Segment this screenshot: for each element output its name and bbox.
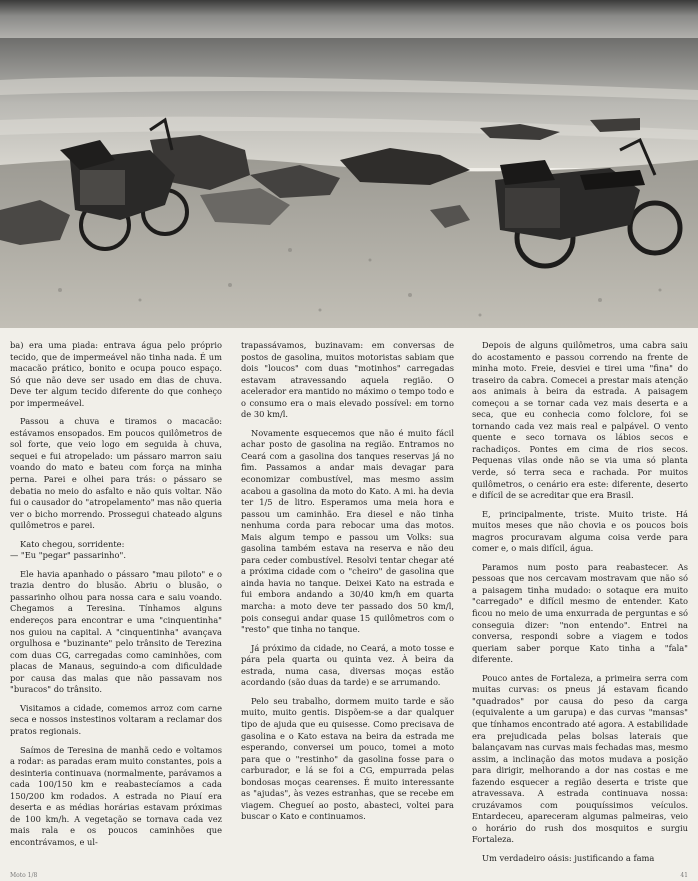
paragraph: trapassávamos, buzinavam: em conversas de postos de gasolina, muitos motoristas sabiam que dois "loucos" com duas "motinhos" carregadas estavam atravessando aquela região. O acelerador era mantido no máximo o tempo todo e o consumo era o mais elevado possível: em torno de 30 km/l. bbox=[241, 340, 454, 420]
text-column-2 bbox=[241, 340, 454, 870]
page-number: 41 bbox=[680, 872, 688, 879]
paragraph: Pouco antes de Fortaleza, a primeira serra com muitas curvas: os pneus já estavam ficando "quadrados" por causa do peso da carga (equivalente a um garupa) e das curvas "mansas" que tínhamos encontrado até agora. A estabilidade era prejudicada pelas bolsas laterais que balançavam nas curvas mais fechadas mas, mesmo assim, a inclinação das motos mudava a posição para dirigir, melhorando a dor nas costas e me fazendo esquecer a região deserta e triste que atravessava. A estrada continuava nossa: cruzávamos com pouquíssimos veículos. Entardeceu, apareceram algumas palmeiras, veio o horário do rush dos mosquitos e surgiu Fortaleza. bbox=[472, 672, 688, 845]
page-footer-left: Moto 1/8 bbox=[10, 872, 38, 879]
paragraph: Visitamos a cidade, comemos arroz com carne seca e nossos instestinos voltaram a reclamar dos pratos regionais. bbox=[10, 702, 222, 736]
text-column-3 bbox=[472, 340, 688, 870]
paragraph: Novamente esquecemos que não é muito fácil achar posto de gasolina na região. Entramos no Ceará com a gasolina dos tanques reservas já no fim. Passamos a andar mais devagar para economizar combustível, mas mesmo assim acabou a gasolina da moto do Kato. A mi. ha devia ter 1/5 de litro. Esperamos uma meia hora e passou um caminhão. Era diesel e não tinha nenhuma corda para rebocar uma das motos. Mais algum tempo e passou um Volks: sua gasolina também estava na reserva e não deu para ceder combustível. Resolvi tentar chegar até a próxima cidade com o "cheiro" de gasolina que ainda havia no tanque. Deixei Kato na estrada e fui embora andando a 30/40 km/h em quarta marcha: a moto deve ter passado dos 50 km/l, pois consegui andar quase 15 quilômetros com o "resto" que tinha no tanque. bbox=[241, 427, 454, 635]
text-column-1 bbox=[10, 340, 222, 870]
photo-beach-motorcycles bbox=[0, 0, 698, 328]
paragraph: Paramos num posto para reabastecer. As pessoas que nos cercavam mostravam que não só a paisagem tinha mudado: o sotaque era muito "carregado" e difícil mesmo de entender. Kato ficou no meio de uma enxurrada de perguntas e só conseguia dizer: "non entendo". Entrei na conversa, respondi sobre a viagem e todos queriam saber porque Kato tinha a "fala" diferente. bbox=[472, 561, 688, 665]
paragraph: Saímos de Teresina de manhã cedo e voltamos a rodar: as paradas eram muito constantes, pois a desinteria continuava (normalmente, parávamos a cada 100/150 km e reabastecíamos a cada 150/200 km rodados. A estrada no Piauí era deserta e as médias horárias estavam próximas de 100 km/h. A vegetação se tornava cada vez mais rala e os poucos caminhões que encontrávamos, e ul- bbox=[10, 744, 222, 847]
paragraph: Um verdadeiro oásis: justificando a fama bbox=[482, 852, 655, 863]
paragraph: ba) era uma piada: entrava água pelo próprio tecido, que de impermeável não tinha nada. É um macacão prático, bonito e ocupa pouco espaço. Só que não deve ser usado em dias de chuva. Deve ter algum tecido diferente do que conheço por impermeável. bbox=[10, 340, 222, 408]
paragraph: Ele havia apanhado o pássaro "mau piloto" e o trazia dentro do blusão. Abriu o blusão, o passarinho olhou para nossa cara e saiu voando. Chegamos a Teresina. Tínhamos alguns endereços para encontrar e uma "cinquentinha" nos guiou na capital. A "cinquentinha" avançava orgulhosa e "buzinante" pelo trânsito de Terezina com duas CG, carregadas como caminhões, com placas de Manaus, seguindo-a com dificuldade por causa das malas que não passavam nos "buracos" do trânsito. bbox=[10, 568, 222, 695]
paragraph: Kato chegou, sorridente: — "Eu "pegar" passarinho". bbox=[10, 538, 126, 561]
paragraph: Depois de alguns quilômetros, uma cabra saiu do acostamento e passou correndo na frente de minha moto. Freie, desviei e tirei uma "fina" do traseiro da cabra. Comecei a prestar mais atenção aos animais à beira da estrada. A paisagem começou a se tornar cada vez mais deserta e a seca, que eu conhecia como folclore, foi se tornando cada vez mais real e palpável. O vento quente e seco tornava os lábios secos e rachadiços. Pontes em cima de rios secos. Pequenas vilas onde não se via uma só planta verde, só terra seca e rachada. Por muitos quilômetros, o cenário era este: diferente, deserto e difícil de se acreditar que era Brasil. bbox=[472, 340, 688, 501]
paragraph: Passou a chuva e tiramos o macacão: estávamos ensopados. Em poucos quilômetros de sol forte, que veio logo em seguida à chuva, sequei e fui atropelado: um pássaro marron saiu voando do mato e bateu com força na minha perna. Parei e olhei para trás: o pássaro se debatia no meio do asfalto e não quis voltar. Não fui o causador do "atropelamento" mas não queria ver o bicho morrendo. Prossegui chateado alguns quilômetros e parei. bbox=[10, 416, 222, 531]
paragraph: Já próximo da cidade, no Ceará, a moto tosse e pára pela quarta ou quinta vez. À beira da estrada, numa casa, diversas moças estão acordando (são duas da tarde) e se arrumando. bbox=[241, 642, 454, 688]
paragraph: E, principalmente, triste. Muito triste. Há muitos meses que não chovia e os poucos bois magros procuravam alguma coisa verde para comer e, o mais difícil, água. bbox=[472, 508, 688, 554]
paragraph: Pelo seu trabalho, dormem muito tarde e são muito, muito gentis. Dispõem-se a dar qualquer tipo de ajuda que eu quisesse. Como precisava de gasolina e o Kato estava na beira da estrada me esperando, conversei um pouco, tomei a moto para que o "restinho" da gasolina fosse para o carburador, e lá se foi a CG, empurrada pelas bondosas moças cearenses. É muito interessante as "ajudas", às vezes estranhas, que se recebe em viagem. Chegueí ao posto, abasteci, voltei para buscar o Kato e continuamos. bbox=[241, 695, 454, 822]
